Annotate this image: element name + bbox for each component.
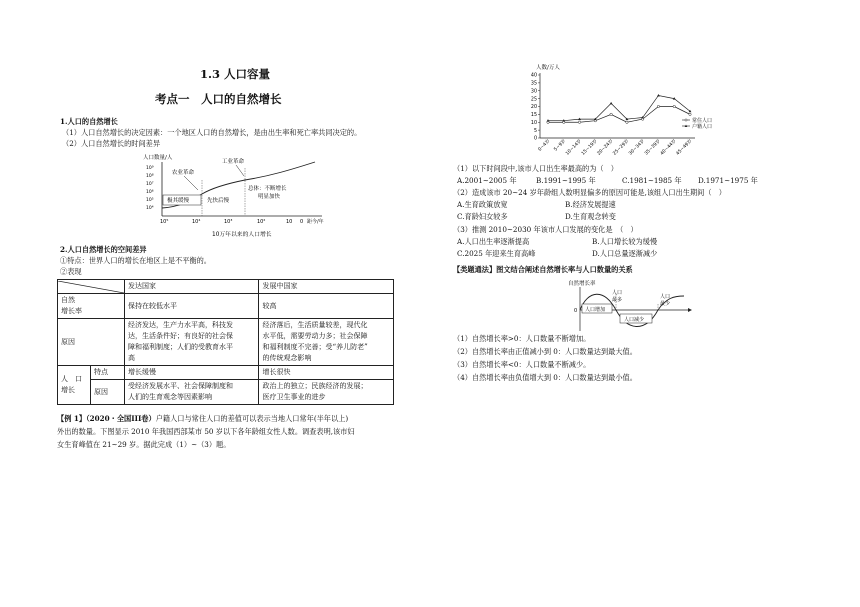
method-heading: 【类题通法】图文结合阐述自然增长率与人口数量的关系 [453, 265, 633, 274]
table-row-label: 原因 [58, 319, 125, 366]
chart-xtick-label: 10~14岁 [565, 138, 583, 157]
table-row [58, 319, 394, 366]
chart-ytick-label: 40 [530, 73, 537, 79]
chart-point [657, 94, 660, 97]
text-performance: ②表现 [60, 267, 82, 276]
fig1-y-axis-label: 人口数量/人 [143, 155, 173, 161]
table-cell: 增长缓慢 [125, 366, 259, 380]
example-text: 户籍人口与常住人口的差值可以表示当地人口常年(半年以上) [155, 414, 349, 423]
table-cell-line: 人们的生育观念等因素影响 [128, 393, 212, 401]
table-cell-line: 高 [128, 354, 135, 362]
chart-point [610, 102, 613, 105]
table-cell-line: 经济落后，生活质量较差，现代化 [262, 321, 368, 329]
chart-xtick-label: 15~19岁 [580, 138, 599, 157]
population-growth-figure [140, 150, 340, 240]
chart-series-line [548, 95, 690, 120]
fig1-xtick: 10 [286, 219, 293, 225]
chart-ytick-label: 30 [530, 89, 537, 95]
table-row-label-line: 增长 [61, 386, 75, 394]
table-cell-line: 和福利制度不完善；受“养儿防老” [262, 343, 368, 351]
table-cell: 保持在较低水平 [125, 294, 259, 319]
q1-option-c: C.1981~1985 年 [622, 176, 682, 185]
chart-xtick-label: 0~4岁 [537, 138, 552, 153]
table-row-label [58, 366, 91, 405]
table-col-developing: 发展中国家 [259, 280, 394, 294]
q3-option-d: D.人口总量逐渐减少 [592, 249, 658, 258]
table-row [58, 294, 394, 319]
table-cell [259, 380, 394, 405]
q3-option-b: B.人口增长较为缓慢 [592, 237, 658, 246]
chart-point [657, 105, 659, 107]
growth-rate-figure [560, 276, 695, 336]
table-cell-line: 水平低，需要劳动力多；社会保障 [262, 332, 368, 340]
chart-legend-marker [685, 119, 687, 121]
fig1-label-accelerate: 明显加快 [258, 194, 281, 200]
table-col-developed: 发达国家 [125, 280, 259, 294]
table-row [58, 366, 394, 380]
q3-option-a: A.人口出生率逐渐提高 [457, 237, 530, 246]
chart-point [626, 121, 628, 123]
chart-y-axis-label: 人数/万人 [536, 65, 560, 71]
table-cell [125, 380, 259, 405]
fig1-xtick: 0 [300, 219, 304, 225]
chart-ytick-label: 0 [533, 136, 537, 142]
q1-option-a: A.2001~2005 年 [457, 176, 517, 185]
question-1: （1）以下时间段中,该市人口出生率最高的为（ ） [453, 164, 618, 173]
fig1-ytick: 10⁶ [146, 190, 154, 195]
fig1-label-agri: 农业革命 [172, 170, 195, 176]
example-line-1 [57, 413, 348, 424]
table-sub-label: 特点 [91, 366, 125, 380]
table-row-label-line: 人 口 [61, 375, 82, 383]
fig3-zero: 0 [574, 308, 578, 314]
table-cell-line: 的传统观念影响 [262, 354, 312, 362]
example-line-2: 外出的数量。下图显示 2010 年我国西部某市 50 岁以下各年龄组女性人数。调查表明,该市妇 [57, 427, 355, 436]
fig1-label-slow: 极其缓慢 [167, 198, 190, 204]
q1-option-b: B.1991~1995 年 [536, 176, 596, 185]
fig1-caption: 10万年以来的人口增长 [212, 232, 272, 238]
q3-option-c: C.2025 年迎来生育高峰 [457, 249, 536, 258]
fig1-label-industrial: 工业革命 [222, 159, 245, 165]
chart-ytick-label: 10 [530, 120, 537, 126]
table-header-row [58, 280, 394, 294]
fig1-ytick: 10⁸ [146, 174, 154, 179]
chart-legend-label: 常住人口 [692, 117, 713, 124]
section-subtitle: 考点一 人口的自然增长 [155, 92, 282, 106]
example-line-3: 女生育峰值在 21~29 岁。据此完成（1）~（3）题。 [57, 440, 231, 449]
text-characteristic: ①特点：世界人口的增长在地区上是不平衡的。 [60, 256, 211, 265]
chart-xtick-label: 25~29岁 [612, 138, 631, 157]
table-cell-line: 经济发达，生产力水平高，科技发 [128, 321, 233, 329]
fig3-increase: 人口增加 [585, 307, 606, 313]
fig1-xtick: 10² [257, 219, 266, 225]
fig3-y-label: 自然增长率 [568, 281, 596, 287]
fig1-label-fast-then-slow: 先快后慢 [207, 198, 230, 204]
age-group-line-chart [520, 60, 720, 160]
fig1-xtick: 10³ [224, 219, 233, 225]
fig3-peak-a: 人口 [612, 290, 623, 296]
table-cell-line: 政治上的独立；民族经济的发展； [262, 382, 368, 390]
chart-xtick-label: 45~49岁 [675, 138, 694, 157]
chart-ytick-label: 35 [530, 81, 537, 87]
fig1-x-ticks [160, 218, 324, 225]
chart-point [610, 113, 612, 115]
table-cell-line: 达，生活条件好；有良好的社会保 [128, 332, 233, 340]
chart-xtick-label: 35~39岁 [644, 138, 662, 157]
q2-option-d: D.生育观念转变 [565, 212, 616, 221]
table-cell [125, 319, 259, 366]
fig1-ytick: 10⁷ [146, 182, 154, 187]
heading-natural-growth: 1.人口的自然增长 [60, 117, 118, 126]
fig3-trough-b: 最少 [660, 301, 671, 307]
chart-ytick-label: 25 [530, 97, 537, 103]
chart-xtick-label: 5~9岁 [553, 138, 568, 153]
chart-xtick-label: 30~34岁 [628, 138, 647, 157]
fig1-ytick: 10⁹ [146, 166, 154, 171]
table-row-label [58, 294, 125, 319]
heading-spatial-difference: 2.人口自然增长的空间差异 [60, 245, 147, 254]
table-cell-line: 医疗卫生事业的进步 [262, 393, 326, 401]
point-2: （2）自然增长率由正值减小到 0：人口数量达到最大值。 [453, 347, 637, 356]
question-2: （2）造成该市 20~24 岁年龄组人数明显偏多的原因可能是,该组人口出生期间（ ） [453, 188, 726, 197]
q2-option-a: A.生育政策放宽 [457, 200, 508, 209]
table-cell: 增长很快 [259, 366, 394, 380]
fig1-label-overall: 总体：不断增长 [248, 186, 287, 192]
table-cell [259, 319, 394, 366]
fig1-ytick: 10⁵ [146, 198, 154, 203]
fig3-peak-b: 最多 [612, 297, 623, 303]
table-cell: 较高 [259, 294, 394, 319]
table-diagonal-cell [58, 280, 125, 294]
table-cell-line: 障和福利制度；人们的受教育水平 [128, 343, 233, 351]
chart-ytick-label: 15 [530, 113, 537, 119]
table-cell-line: 受经济发展水平、社会保障制度和 [128, 382, 233, 390]
page-title: 1.3 人口容量 [200, 67, 271, 81]
q1-option-d: D.1971~1975 年 [698, 176, 758, 185]
fig3-trough-a: 人口 [660, 294, 671, 300]
fig3-decrease: 人口减少 [624, 317, 645, 323]
chart-xtick-label: 20~24岁 [596, 138, 615, 157]
chart-ytick-label: 20 [530, 105, 537, 111]
example-tag: 【例 1】（2020・全国III卷） [57, 414, 156, 423]
chart-point [578, 121, 580, 123]
point-3: （3）自然增长率<0：人口数量不断减少。 [453, 360, 591, 369]
question-3: （3）推测 2010~2030 年该市人口发展的变化是 （ ） [453, 225, 638, 234]
q2-option-c: C.育龄妇女较多 [457, 212, 508, 221]
chart-legend-label: 户籍人口 [692, 123, 713, 130]
comparison-table [57, 279, 394, 405]
text-time-difference: （2）人口自然增长的时间差异 [62, 139, 161, 148]
q2-option-b: B.经济发展提速 [565, 200, 616, 209]
fig1-ytick: 10⁴ [146, 206, 154, 211]
point-1: （1）自然增长率>0：人口数量不断增加。 [453, 334, 591, 343]
table-sub-label: 原因 [91, 380, 125, 405]
fig1-x-unit: 距今/年 [307, 219, 324, 225]
text-determinant: （1）人口自然增长的决定因素：一个地区人口的自然增长，是由出生率和死亡率共同决定的。 [62, 128, 362, 137]
fig1-y-ticks [146, 165, 154, 211]
chart-xtick-label: 40~44岁 [659, 138, 678, 157]
point-4: （4）自然增长率由负值增大到 0：人口数量达到最小值。 [453, 373, 637, 382]
table-row-label-line: 增长率 [61, 307, 82, 315]
chart-point [673, 105, 675, 107]
table-row-label-line: 自然 [61, 296, 75, 304]
chart-ytick-label: 5 [533, 128, 537, 134]
fig1-xtick: 10⁵ [160, 219, 169, 225]
chart-point [689, 113, 691, 115]
table-row [58, 380, 394, 405]
fig1-xtick: 10⁴ [192, 219, 201, 225]
